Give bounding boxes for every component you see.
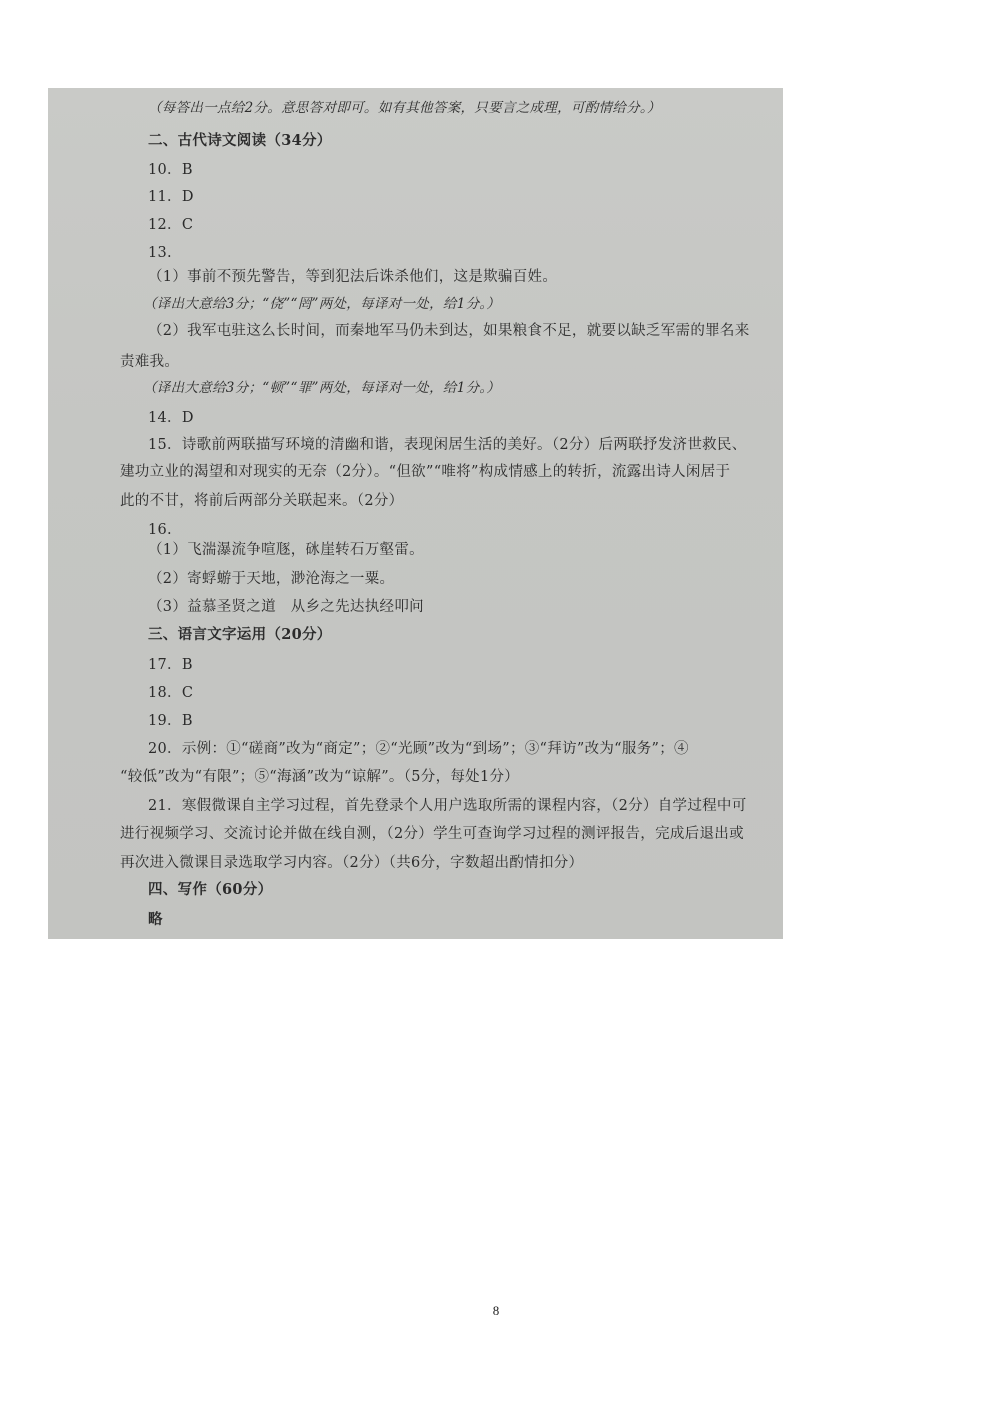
answer-15-continued: 此的不甘，将前后两部分关联起来。（2分） [120, 493, 404, 509]
answer-13-label: 13. [148, 245, 172, 261]
answer-16-label: 16. [148, 522, 172, 538]
answer-21-continued: 再次进入微课目录选取学习内容。（2分）（共6分，字数超出酌情扣分） [120, 855, 584, 871]
answer-18: 18．C [148, 685, 194, 701]
page-number: 8 [492, 1303, 500, 1318]
answer-writing: 略 [148, 911, 163, 928]
answer-16-1: （1）飞湍瀑流争喧豗，砯崖转石万壑雷。 [148, 542, 424, 558]
scoring-note: （译出大意给3分；“侥”“罔”两处，每译对一处，给1分。） [143, 296, 501, 312]
answer-16-2: （2）寄蜉蝣于天地，渺沧海之一粟。 [148, 571, 395, 587]
answer-20: 20．示例：①“磋商”改为“商定”；②“光顾”改为“到场”；③“拜访”改为“服务”；④ [148, 741, 689, 757]
answer-10: 10．B [148, 162, 193, 178]
answer-19: 19．B [148, 713, 193, 729]
answer-13-2: （2）我军屯驻这么长时间，而秦地军马仍未到达，如果粮食不足，就要以缺乏军需的罪名来 [148, 323, 750, 339]
answer-14: 14．D [148, 410, 194, 426]
answer-20-continued: “较低”改为“有限”；⑤“海涵”改为“谅解”。（5分，每处1分） [120, 769, 520, 785]
answer-21: 21．寒假微课自主学习过程，首先登录个人用户选取所需的课程内容，（2分）自学过程中可 [148, 798, 747, 814]
answer-12: 12．C [148, 217, 194, 233]
answer-11: 11．D [148, 189, 194, 205]
answer-15-continued: 建功立业的渴望和对现实的无奈（2分）。“但欲”“唯将”构成情感上的转折，流露出诗人闲居于 [120, 464, 731, 480]
scoring-note: （译出大意给3分；“顿”“罪”两处，每译对一处，给1分。） [143, 380, 501, 396]
answer-15: 15．诗歌前两联描写环境的清幽和谐，表现闲居生活的美好。（2分）后两联抒发济世救民、 [148, 437, 747, 453]
section-heading-language-use: 三、语言文字运用（20分） [148, 626, 332, 643]
section-heading-classical-poetry: 二、古代诗文阅读（34分） [148, 132, 332, 149]
section-heading-writing: 四、写作（60分） [148, 881, 273, 898]
answer-21-continued: 进行视频学习、交流讨论并做在线自测，（2分）学生可查询学习过程的测评报告，完成后退出或 [120, 826, 744, 842]
answer-13-1: （1）事前不预先警告，等到犯法后诛杀他们，这是欺骗百姓。 [148, 269, 558, 285]
scoring-note: （每答出一点给2分。意思答对即可。如有其他答案，只要言之成理，可酌情给分。） [148, 100, 661, 116]
answer-16-3: （3）益慕圣贤之道 从乡之先达执经叩问 [148, 599, 424, 615]
scanned-answer-sheet [48, 88, 783, 939]
answer-17: 17．B [148, 657, 193, 673]
answer-13-2-continued: 责难我。 [120, 354, 180, 370]
